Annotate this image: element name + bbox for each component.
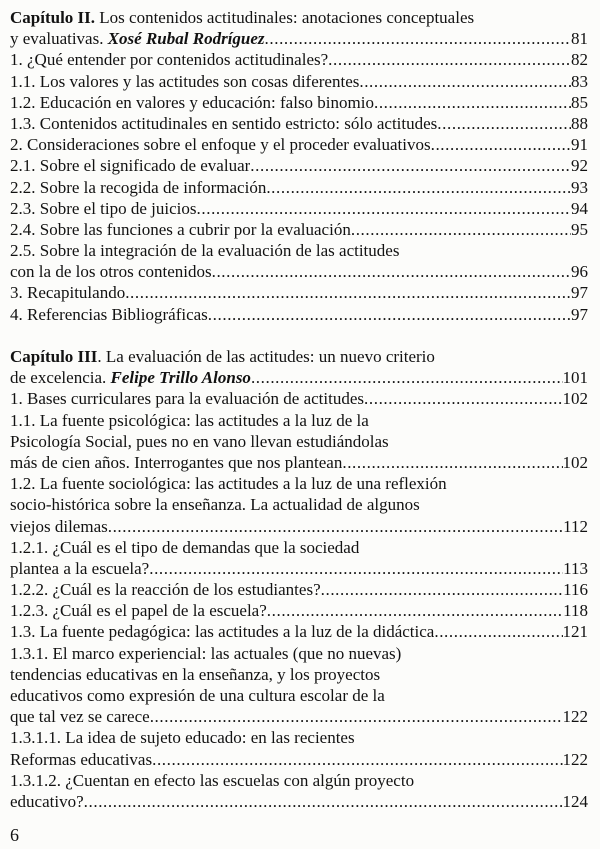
toc-text-segment: . La evaluación de las actitudes: un nuevo criterio [97,347,435,366]
toc-text: plantea a la escuela? [10,558,150,578]
toc-line [10,134,588,155]
page-ref: 118 [563,601,588,621]
toc-text: con la de los otros contenidos [10,262,212,282]
dot-leader [208,304,571,325]
toc-text: 4. Referencias Bibliográficas [10,304,208,324]
toc-text: 1.1. Los valores y las actitudes son cosas diferentes [10,71,360,91]
toc-line [10,410,588,431]
toc-text: 1.2.2. ¿Cuál es la reacción de los estudiantes? [10,580,321,600]
toc-line [10,92,588,113]
toc-line [10,261,588,282]
toc-line [10,621,588,642]
toc-text: 1. ¿Qué entender por contenidos actitudinales? [10,50,329,70]
toc-line [10,240,588,261]
toc-text-segment: Xosé Rubal Rodríguez [107,29,265,49]
spacer [10,325,588,346]
page-ref: 113 [563,558,588,578]
toc-text: 1.3.1. El marco experiencial: las actuales (que no nuevas) [10,643,402,663]
dot-leader [364,388,562,409]
toc-line [10,28,588,49]
toc-text: socio-histórica sobre la enseñanza. La actualidad de algunos [10,495,420,515]
toc-line [10,494,588,515]
toc-text [10,7,474,28]
page-ref: 122 [562,749,588,769]
toc-text: tendencias educativas en la enseñanza, y los proyectos [10,664,381,684]
toc-line [10,664,588,685]
page-ref: 116 [563,580,588,600]
toc-text: 1.3. La fuente pedagógica: las actitudes a la luz de la didáctica [10,622,435,642]
page-ref: 91 [571,135,588,155]
toc-line [10,177,588,198]
toc-line [10,706,588,727]
page-ref: 95 [571,219,588,239]
toc-line [10,685,588,706]
toc-line [10,643,588,664]
toc-line [10,431,588,452]
toc-line [10,304,588,325]
page-ref: 102 [562,389,588,409]
toc-line [10,388,588,409]
dot-leader [359,71,571,92]
toc-text: 1.2. La fuente sociológica: las actitudes a la luz de una reflexión [10,474,447,494]
toc-line [10,579,588,600]
toc-text: 1.3. Contenidos actitudinales en sentido estricto: sólo actitudes [10,113,438,133]
dot-leader [351,219,571,240]
page-ref: 124 [562,791,588,811]
page-ref: 82 [571,50,588,70]
dot-leader [434,621,562,642]
toc-text: 1.2.1. ¿Cuál es el tipo de demandas que la sociedad [10,537,360,557]
toc-text: educativos como expresión de una cultura escolar de la [10,686,385,705]
toc-line [10,113,588,134]
page-ref: 112 [563,516,588,536]
dot-leader [265,28,571,49]
page-ref: 93 [571,177,588,197]
toc-line [10,749,588,770]
toc-line [10,558,588,579]
dot-leader [251,367,563,388]
toc-text [10,367,251,388]
dot-leader [84,791,563,812]
page-ref: 81 [571,29,588,49]
toc-text: educativo? [10,791,84,811]
toc-text [10,28,265,49]
dot-leader [212,261,571,282]
page-ref: 101 [562,368,588,388]
toc-line [10,537,588,558]
toc-text: 2.4. Sobre las funciones a cubrir por la evaluación [10,219,351,239]
dot-leader [250,155,571,176]
toc-text: Psicología Social, pues no en vano llevan estudiándolas [10,431,389,451]
toc-text: 1.3.1.1. La idea de sujeto educado: en las recientes [10,728,355,748]
toc-line [10,452,588,473]
page-ref: 94 [571,198,588,218]
page-ref: 92 [571,156,588,176]
toc-text-segment: Capítulo III [10,347,98,366]
toc-line [10,770,588,791]
toc-line [10,727,588,748]
toc-text: 2. Consideraciones sobre el enfoque y el proceder evaluativos [10,135,431,155]
page-number: 6 [10,825,19,846]
page-ref: 122 [562,707,588,727]
toc-line [10,71,588,92]
toc-line [10,367,588,388]
toc-line [10,7,588,28]
dot-leader [150,706,563,727]
toc-text: que tal vez se carece [10,707,150,727]
dot-leader [108,516,563,537]
toc [10,7,588,812]
dot-leader [152,749,562,770]
toc-text-segment: Los contenidos actitudinales: anotaciones conceptuales [95,8,475,27]
toc-text: 2.2. Sobre la recogida de información [10,177,267,197]
dot-leader [342,452,562,473]
dot-leader [197,198,571,219]
page-ref: 83 [571,71,588,91]
toc-text-segment: de excelencia. [10,368,111,388]
dot-leader [328,49,571,70]
toc-line [10,219,588,240]
toc-line [10,282,588,303]
toc-line [10,473,588,494]
toc-line [10,49,588,70]
page-ref: 97 [571,304,588,324]
page-ref: 85 [571,92,588,112]
toc-text: 1.2. Educación en valores y educación: falso binomio [10,92,374,112]
page-ref: 88 [571,113,588,133]
toc-text: 1. Bases curriculares para la evaluación de actitudes [10,389,365,409]
dot-leader [149,558,563,579]
toc-text: 2.5. Sobre la integración de la evaluación de las actitudes [10,241,400,261]
dot-leader [267,600,563,621]
toc-line [10,198,588,219]
dot-leader [431,134,571,155]
toc-text: 3. Recapitulando [10,283,126,303]
dot-leader [321,579,564,600]
toc-text: 2.3. Sobre el tipo de juicios [10,198,197,218]
toc-text-segment: Felipe Trillo Alonso [110,368,251,388]
toc-text: 1.1. La fuente psicológica: las actitudes a la luz de la [10,410,369,430]
page-ref: 97 [571,283,588,303]
page-ref: 121 [562,622,588,642]
dot-leader [437,113,571,134]
toc-text: 2.1. Sobre el significado de evaluar [10,156,251,176]
dot-leader [125,282,571,303]
toc-line [10,155,588,176]
toc-text [10,346,435,367]
toc-line [10,791,588,812]
toc-text: 1.3.1.2. ¿Cuentan en efecto las escuelas con algún proyecto [10,770,415,790]
toc-line [10,516,588,537]
toc-text-segment: y evaluativas. [10,29,108,49]
dot-leader [374,92,571,113]
toc-text: 1.2.3. ¿Cuál es el papel de la escuela? [10,601,267,621]
toc-text: Reformas educativas [10,749,153,769]
toc-line [10,346,588,367]
page-ref: 102 [562,452,588,472]
toc-text: viejos dilemas [10,516,108,536]
dot-leader [266,177,571,198]
toc-text: más de cien años. Interrogantes que nos plantean [10,452,343,472]
toc-text-segment: Capítulo II. [10,8,96,27]
page-ref: 96 [571,262,588,282]
toc-line [10,600,588,621]
